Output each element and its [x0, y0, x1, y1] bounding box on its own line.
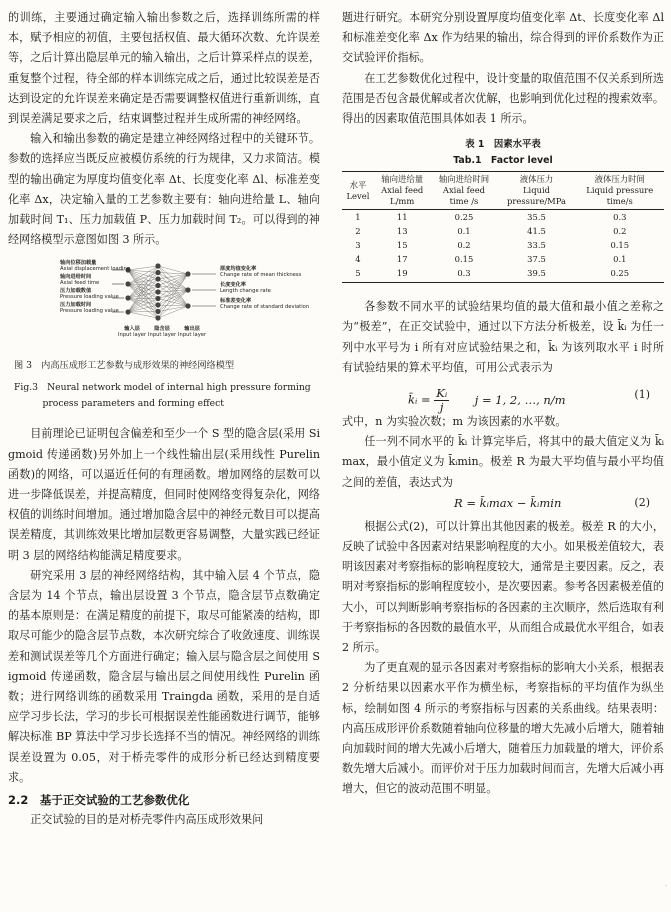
formula-1 — [342, 378, 664, 415]
output-label-3: 标准差变化率 Change rate of standard deviation — [220, 298, 310, 311]
header-axial-feed-time: 轴向进给时间 Axial feed time /s — [431, 172, 498, 210]
table-cell: 0.2 — [613, 226, 627, 237]
table-cell: 0.1 — [613, 254, 627, 265]
table-cell: 15 — [396, 240, 408, 251]
table-cell: 0.2 — [457, 240, 471, 251]
table-caption-en: Tab.1 Factor level — [453, 155, 553, 167]
factor-level-table — [342, 171, 664, 283]
paragraph: 正交试验的目的是对桥壳零件内高压成形效果问 — [30, 813, 264, 827]
output-label-1: 厚度均值变化率 Change rate of mean thickness — [220, 266, 302, 279]
neural-network-diagram — [8, 256, 320, 352]
formula-condition: j = 1, 2, …, n/m — [474, 392, 566, 407]
table-cell: 3 — [355, 240, 361, 251]
hidden-node — [155, 296, 160, 301]
table-cell: 17 — [396, 254, 408, 265]
table-cell: 19 — [374, 266, 431, 283]
table-row — [342, 210, 664, 225]
table-row — [342, 266, 664, 283]
table-row — [342, 252, 664, 266]
table-cell: 0.25 — [454, 212, 474, 223]
table-cell: 1 — [355, 212, 361, 223]
left-column — [8, 8, 320, 830]
paragraph: 为了更直观的显示各因素对考察指标的影响大小关系，根据表 2 分析结果以因素水平作为横坐标，考察指标的平均值作为纵坐标，绘制如图 4 所示的考察指标与因素的关系曲线。结果表明：内高压成形评价系数随着轴向位移量的增大先减小后增大，随着轴向加载时间的增大先减小后增大，随着压力加载量的增大，评价系数先增大后减小。而评价对于压力加载时间而言，先增大后减小再增大，但它的波动范围不明显。 — [342, 661, 664, 796]
page-mark: · — [665, 883, 667, 890]
hidden-node — [155, 290, 160, 295]
table-header-row — [342, 172, 664, 210]
paragraph: 研究采用 3 层的神经网络结构，其中输入层 4 个节点，隐含层为 14 个节点，输出层设置 3 个节点，隐含层节点数确定的基本原则是：在满足精度的前提下，取尽可能紧凑的结构，即取尽可能少的隐含层节点数，本次研究综合了收敛速度、训练误差和测试误差等几个方面进行确定；输入层与隐含层之间使用 Sigmoid 传递函数，隐含层与输出层之间使用线性 Purelin 函数；进行网络训练的函数采用 Traingda 函数，采用的是自适应学习步长法，学习的步长可根据误差性能函数进行调节，能够解决标准 BP 算法中学习步长选择不当的情况。神经网络的训练误差设置为 0.05，对于桥壳零件的成形分析已经达到精度要求。 — [8, 568, 320, 784]
output-node — [185, 288, 190, 293]
header-liquid-pressure: 液体压力 Liquid pressure/MPa — [497, 172, 575, 210]
table-cell: 0.3 — [613, 212, 627, 223]
header-liquid-pressure-time: 液体压力时间 Liquid pressure time/s — [576, 172, 664, 210]
input-node — [125, 296, 130, 301]
right-column — [342, 8, 664, 800]
table-cell: 41.5 — [527, 226, 546, 237]
table-body — [342, 210, 664, 283]
layer-label-input: 输入层 Input layer — [118, 326, 147, 339]
input-node — [125, 310, 130, 315]
paragraph: 目前理论已证明包含偏差和至少一个 S 型的隐含层(采用 Sigmoid 传递函数)另外加上一个线性输出层(采用线性 Purelin 函数)的网络，可以逼近任何的有理函数。增加网络的层数可以进一步降低误差，并提高精度，但同时使网络变得复杂化，网络权值的训练时间增加。通过增加隐含层中的神经元数目可以提高误差精度，其训练效果比增加层数更容易调整，大量实践已经证明 3 层的网络结构能满足精度要求。 — [8, 427, 320, 562]
table-cell: 13 — [396, 226, 408, 237]
table-cell: 39.5 — [497, 266, 575, 283]
paragraph: 的训练，主要通过确定输入输出参数之后，选择训练所需的样本，赋予相应的初值，主要包括权值、最大循环次数、允许误差等，之后计算出隐层单元的输入输出，之后计算采样点的误差，重复整个过程，待全部的样本训练完成之后，通过比较误差是否达到设定的允许误差来确定是否需要调整权值进行重新训练，直到误差满足要求之后，结束调整过程并生成所需的神经网络。 — [8, 11, 320, 126]
table-cell: 11 — [396, 212, 408, 223]
input-label-1: 轴向位移加载量 Axial displacement loading — [60, 260, 131, 273]
paragraph: 输入和输出参数的确定是建立神经网络过程中的关键环节。参数的选择应当既反应被模仿系统的行为规律，又力求简洁。模型的输出确定为厚度均值变化率 Δt、长度变化率 Δl、标准差变化率 Δx，决定输入量的工艺参数主要有：轴向进给量 L、轴向加载时间 T₁、压力加载值 P、压力加载时间 T₂。可以得到的神经网络模型示意图如图 3 所示。 — [8, 132, 320, 247]
input-node — [125, 282, 130, 287]
table-cell: 0.15 — [454, 254, 474, 265]
table-cell: 0.15 — [610, 240, 630, 251]
equation-number: (2) — [634, 495, 650, 509]
header-axial-feed: 轴向进给量 Axial feed L/mm — [374, 172, 431, 210]
input-label-4: 压力加载时间 Pressure loading value — [60, 302, 119, 315]
figure-caption-en: Fig.3 Neural network model of internal high pressure forming process parameters and forming effect — [14, 382, 311, 410]
paragraph: 式中，n 为实验次数；m 为该因素的水平数。 — [342, 415, 567, 429]
figure-caption-zh: 图 3 内高压成形工艺参数与成形效果的神经网络模型 — [14, 360, 235, 372]
table-row — [342, 224, 664, 238]
formula-2: R = k̄ᵢmax − k̄ᵢmin (2) — [454, 495, 650, 510]
header-level: 水平 Level — [342, 172, 374, 210]
table-cell: 5 — [342, 266, 374, 283]
output-label-2: 长度变化率 Length change rate — [220, 282, 271, 295]
hidden-node — [155, 316, 160, 321]
output-node — [185, 272, 190, 277]
input-label-2: 轴向进给时间 Axial feed time — [60, 274, 100, 287]
table-cell: 35.5 — [527, 212, 546, 223]
table-row — [342, 238, 664, 252]
hidden-node — [155, 270, 160, 275]
table-cell: 37.5 — [527, 254, 546, 265]
formula-fraction: $\frac{\text{Kᵢ}}{j}$ — [436, 386, 448, 415]
formula-lhs: k̄ᵢ = — [408, 392, 435, 407]
paragraph: 各参数不同水平的试验结果均值的最大值和最小值之差称之为“极差”，在正交试验中，通过以下方法分析极差，设 k̄ᵢ 为任一列中水平号为 i 所有对应试验结果之和，k̄ᵢ 为该列取水平 i 时所有试验结果的算术平均值，可用公式表示为 — [342, 300, 664, 374]
paragraph: 任一列不同水平的 k̄ᵢ 计算完毕后，将其中的最大值定义为 k̄ᵢmax，最小值定义为 k̄ᵢmin。极差 R 为最大平均值与最小平均值之间的差值，表达式为 — [342, 435, 664, 489]
input-label-3: 压力加载数值 Pressure loading value — [60, 288, 119, 301]
table-cell: 2 — [355, 226, 361, 237]
equation-number: (1) — [634, 388, 650, 402]
section-heading: 2.2 基于正交试验的工艺参数优化 — [8, 793, 190, 808]
output-node — [185, 304, 190, 309]
hidden-node — [155, 264, 160, 269]
hidden-node — [155, 283, 160, 288]
table-cell: 0.1 — [457, 226, 471, 237]
table-cell: 0.25 — [576, 266, 664, 283]
paragraph: 根据公式(2)，可以计算出其他因素的极差。极差 R 的大小，反映了试验中各因素对结果影响程度的大小。如果极差值较大，表明该因素对考察指标的影响程度较大，通常是主要因素。反之，表明对考察指标的影响程度较小，是次要因素。参考各因素极差值的大小，可以判断影响考察指标的各因素的主次顺序，然后选取有利于考察指标的各因数的最值水平，从而组合成最优水平组合，如表 2 所示。 — [342, 519, 664, 655]
table-caption-zh: 表 1 因素水平表 — [465, 139, 541, 151]
paragraph: 题进行研究。本研究分别设置厚度均值变化率 Δt、长度变化率 Δl 和标准差变化率 Δx 作为结果的输出，综合得到的评价系数作为正交试验评价指标。 — [342, 11, 664, 65]
hidden-node — [155, 309, 160, 314]
table-cell: 0.3 — [431, 266, 498, 283]
layer-label-hidden: 隐含层 Input layer — [148, 326, 177, 339]
table-cell: 4 — [355, 254, 361, 265]
paragraph: 在工艺参数优化过程中，设计变量的取值范围不仅关系到所选范围是否包含最优解或者次优解，也影响到优化过程的搜索效率。得出的因素取值范围具体如表 1 所示。 — [342, 71, 664, 126]
hidden-node — [155, 277, 160, 282]
layer-label-output: 输出层 Input layer — [178, 326, 207, 339]
table-cell: 33.5 — [527, 240, 546, 251]
hidden-node — [155, 303, 160, 308]
